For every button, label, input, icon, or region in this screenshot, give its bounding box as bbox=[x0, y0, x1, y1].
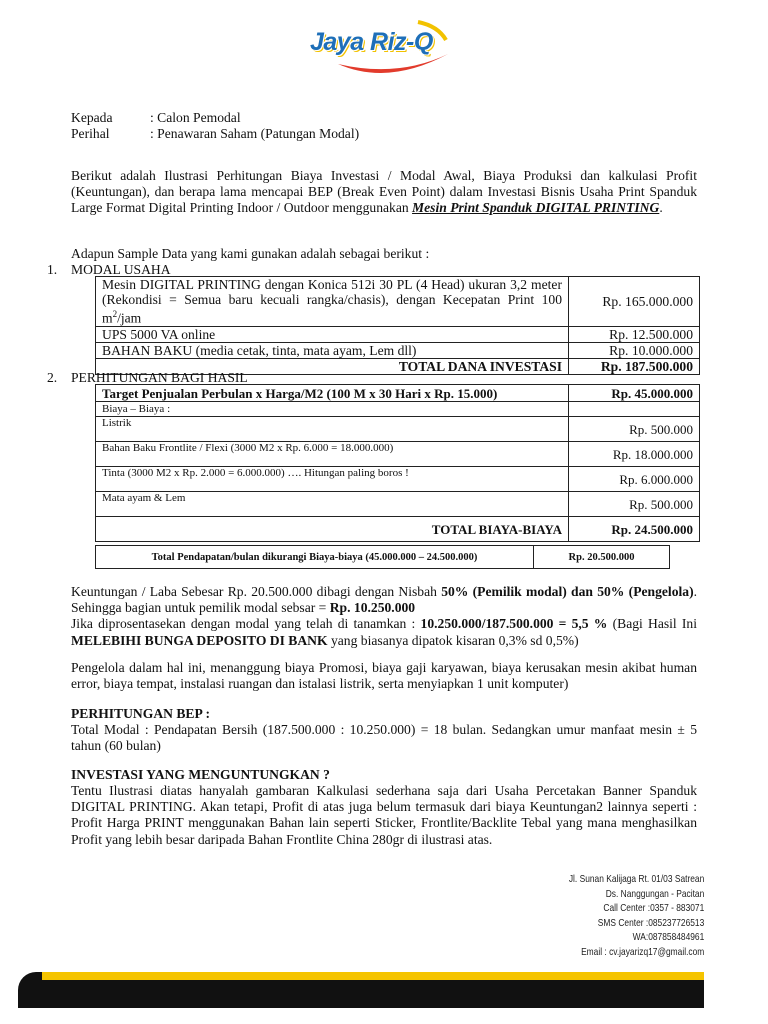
section1-number: 1. bbox=[47, 262, 58, 277]
contact-email: Email : cv.jayarizq17@gmail.com bbox=[580, 945, 704, 958]
capital-table bbox=[95, 276, 700, 375]
cost-item: Listrik bbox=[96, 417, 569, 442]
capital-total-label: TOTAL DANA INVESTASI bbox=[96, 358, 569, 374]
contact-address1: Jl. Sunan Kalijaga Rt. 01/03 Satrean bbox=[568, 873, 704, 885]
cost-amount: Rp. 500.000 bbox=[569, 417, 700, 442]
table-row bbox=[96, 277, 700, 327]
table-row bbox=[96, 417, 700, 442]
costs-header: Biaya – Biaya : bbox=[96, 402, 569, 417]
manager-paragraph: Pengelola dalam hal ini, menanggung biaya Promosi, biaya gaji karyawan, biaya kerusakan mesin akibat human error, biaya tempat, instalasi ruangan dan istalasi listrik, serta menyiapkan 1 unit komputer) bbox=[71, 660, 697, 692]
net-label: Total Pendapatan/bulan dikurangi Biaya-biaya (45.000.000 – 24.500.000) bbox=[96, 546, 534, 569]
cost-item: Bahan Baku Frontlite / Flexi (3000 M2 x Rp. 6.000 = 18.000.000) bbox=[96, 442, 569, 467]
bep-text: Total Modal : Pendapatan Bersih (187.500.000 : 10.250.000) = 18 bulan. Sedangkan umur manfaat mesin ± 5 tahun (60 bulan) bbox=[71, 722, 697, 754]
intro-end: . bbox=[659, 200, 663, 216]
cost-amount: Rp. 500.000 bbox=[569, 492, 700, 517]
table-row bbox=[96, 402, 700, 417]
intro-emphasis: Mesin Print Spanduk DIGITAL PRINTING bbox=[412, 200, 660, 216]
profit-sharing-table bbox=[95, 384, 700, 542]
footer-bar bbox=[18, 972, 704, 1008]
intro-paragraph bbox=[71, 168, 697, 217]
capital-item: UPS 5000 VA online bbox=[96, 326, 569, 342]
table-row bbox=[96, 326, 700, 342]
capital-amount: Rp. 10.000.000 bbox=[569, 342, 700, 358]
subject-label: Perihal bbox=[71, 126, 110, 141]
contact-address2: Ds. Nanggungan - Pacitan bbox=[605, 887, 704, 900]
table-row bbox=[96, 342, 700, 358]
contact-call: Call Center :0357 - 883071 bbox=[603, 902, 704, 914]
capital-total-amount: Rp. 187.500.000 bbox=[569, 358, 700, 374]
capital-amount: Rp. 12.500.000 bbox=[569, 326, 700, 342]
table-row bbox=[96, 385, 700, 402]
capital-amount: Rp. 165.000.000 bbox=[569, 277, 700, 327]
capital-item: BAHAN BAKU (media cetak, tinta, mata ayam, Lem dll) bbox=[96, 342, 569, 358]
cost-item: Tinta (3000 M2 x Rp. 2.000 = 6.000.000) …. Hitungan paling boros ! bbox=[96, 467, 569, 492]
cost-amount: Rp. 6.000.000 bbox=[569, 467, 700, 492]
table-row bbox=[96, 442, 700, 467]
costs-total-amount: Rp. 24.500.000 bbox=[569, 517, 700, 542]
logo bbox=[308, 14, 458, 84]
cost-amount: Rp. 18.000.000 bbox=[569, 442, 700, 467]
net-amount: Rp. 20.500.000 bbox=[534, 546, 670, 569]
table-row bbox=[96, 467, 700, 492]
bep-title: PERHITUNGAN BEP : bbox=[71, 706, 210, 721]
table-row bbox=[96, 546, 670, 569]
section2-number: 2. bbox=[47, 370, 58, 385]
sample-line: Adapun Sample Data yang kami gunakan adalah sebagai berikut : bbox=[71, 246, 430, 261]
cost-item: Mata ayam & Lem bbox=[96, 492, 569, 517]
invest-text: Tentu Ilustrasi diatas hanyalah gambaran Kalkulasi sederhana saja dari Usaha Percetakan Banner Spanduk DIGITAL PRINTING. Akan tetapi, Profit di atas juga belum termasuk dari biaya Keuntungan2 lainnya seperti : Profit Harga PRINT menggunakan Bahan lain seperti Sticker, Frontlite/Backlite Tebal yang mana menghasilkan Profit yang lebih besar daripada Bahan Frontlite China 280gr di ilustrasi atas. bbox=[71, 783, 697, 847]
to-value: : Calon Pemodal bbox=[150, 110, 241, 125]
costs-total-label: TOTAL BIAYA-BIAYA bbox=[96, 517, 569, 542]
table-row bbox=[96, 492, 700, 517]
net-income-table bbox=[95, 545, 670, 569]
invest-title: INVESTASI YANG MENGUNTUNGKAN ? bbox=[71, 767, 330, 782]
profit-paragraph: Keuntungan / Laba Sebesar Rp. 20.500.000 dibagi dengan Nisbah 50% (Pemilik modal) dan 50% (Pengelola). Sehingga bagian untuk pemilik modal sebsar = Rp. 10.250.000 Jika diprosentasekan dengan modal yang telah di tanamkan : 10.250.000/187.500.000 = 5,5 % (Bagi Hasil Ini MELEBIHI BUNGA DEPOSITO DI BANK yang biasanya dipatok kisaran 0,3% sd 0,5%) bbox=[71, 584, 698, 648]
intro-text: Berikut adalah Ilustrasi Perhitungan Biaya Investasi / Modal Awal, Biaya Produksi dan kalkulasi Profit (Keuntungan), dan berapa lama mencapai BEP (Break Even Point) dalam Investasi Bisnis Usaha Print Spanduk Large Format Digital Printing Indoor / Outdoor menggunakan bbox=[71, 168, 697, 216]
logo-text: Jaya Riz-Q bbox=[310, 28, 433, 56]
contact-block bbox=[569, 872, 704, 959]
subject-value: : Penawaran Saham (Patungan Modal) bbox=[150, 126, 360, 141]
target-amount: Rp. 45.000.000 bbox=[569, 385, 700, 402]
target-label: Target Penjualan Perbulan x Harga/M2 (100 M x 30 Hari x Rp. 15.000) bbox=[96, 385, 569, 402]
table-row bbox=[96, 517, 700, 542]
capital-item-machine: Mesin DIGITAL PRINTING dengan Konica 512i 30 PL (4 Head) ukuran 3,2 meter (Rekondisi = Semua baru kecuali rangka/chasis), dengan Kecepatan Print 100 $m^2$/jam bbox=[96, 277, 569, 327]
contact-sms: SMS Center :085237726513 bbox=[597, 916, 704, 929]
contact-wa: WA:087858484961 bbox=[632, 931, 704, 943]
section2-title: PERHITUNGAN BAGI HASIL bbox=[71, 370, 248, 385]
section1-title: MODAL USAHA bbox=[71, 262, 171, 277]
to-label: Kepada bbox=[71, 110, 113, 125]
